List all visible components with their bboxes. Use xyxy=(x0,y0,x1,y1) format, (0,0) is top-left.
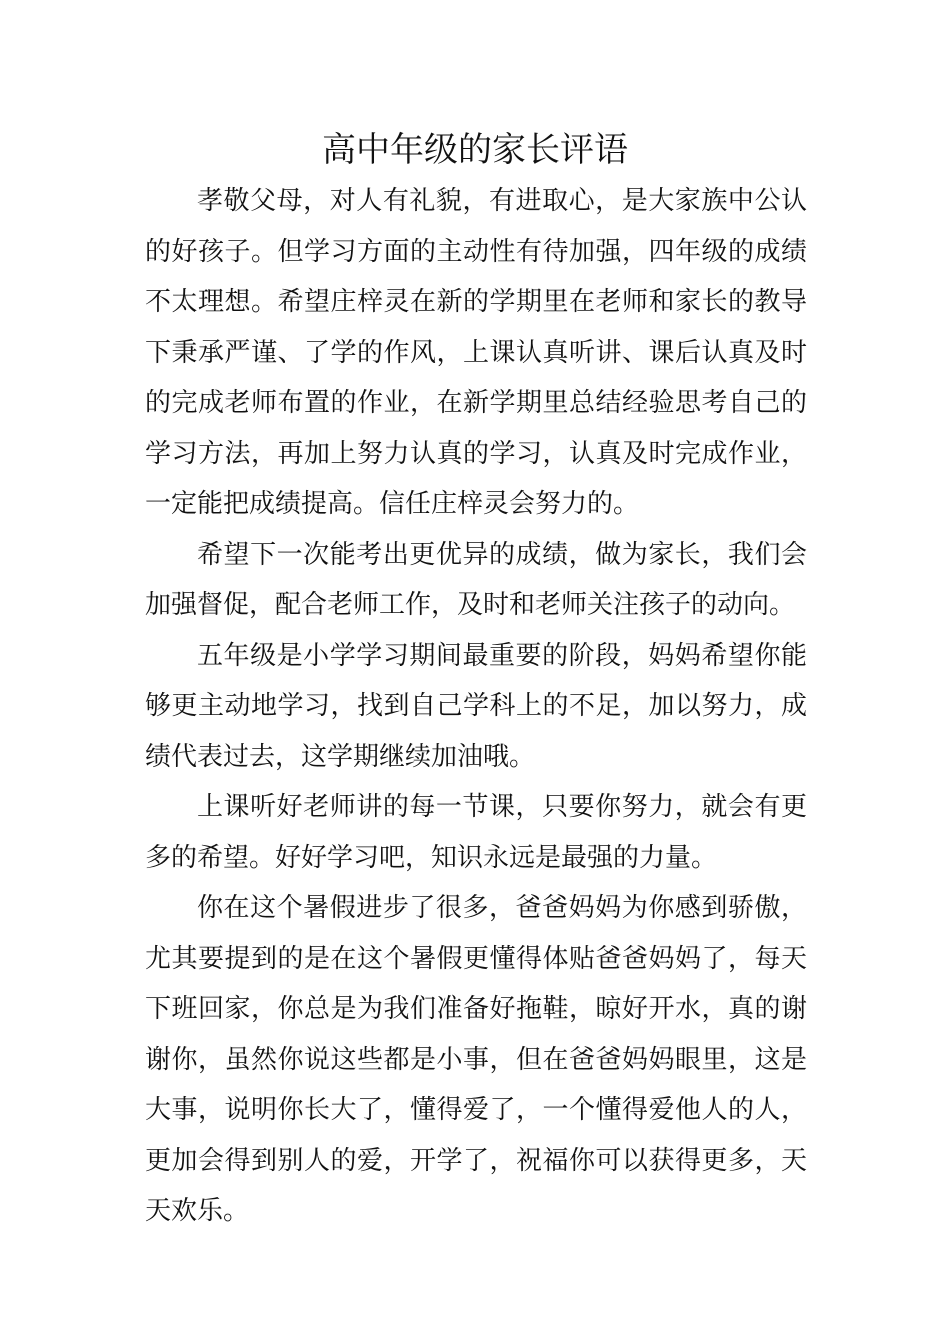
paragraph: 希望下一次能考出更优异的成绩，做为家长，我们会加强督促，配合老师工作，及时和老师关注孩子的动向。 xyxy=(145,539,807,620)
paragraph: 五年级是小学学习期间最重要的阶段，妈妈希望你能够更主动地学习，找到自己学科上的不足，加以努力，成绩代表过去，这学期继续加油哦。 xyxy=(145,640,807,772)
paragraph: 上课听好老师讲的每一节课，只要你努力，就会有更多的希望。好好学习吧，知识永远是最强的力量。 xyxy=(145,792,807,873)
document-title: 高中年级的家长评语 xyxy=(322,130,628,170)
paragraph: 孝敬父母，对人有礼貌，有进取心，是大家族中公认的好孩子。但学习方面的主动性有待加强，四年级的成绩不太理想。希望庄梓灵在新的学期里在老师和家长的教导下秉承严谨、了学的作风，上课认真听讲、课后认真及时的完成老师布置的作业，在新学期里总结经验思考自己的学习方法，再加上努力认真的学习，认真及时完成作业，一定能把成绩提高。信任庄梓灵会努力的。 xyxy=(145,186,807,519)
paragraph: 你在这个暑假进步了很多，爸爸妈妈为你感到骄傲，尤其要提到的是在这个暑假更懂得体贴爸爸妈妈了，每天下班回家，你总是为我们准备好拖鞋，晾好开水，真的谢谢你，虽然你说这些都是小事，但在爸爸妈妈眼里，这是大事，说明你长大了，懂得爱了，一个懂得爱他人的人，更加会得到别人的爱，开学了，祝福你可以获得更多，天天欢乐。 xyxy=(145,893,807,1226)
document-body xyxy=(145,176,807,1237)
